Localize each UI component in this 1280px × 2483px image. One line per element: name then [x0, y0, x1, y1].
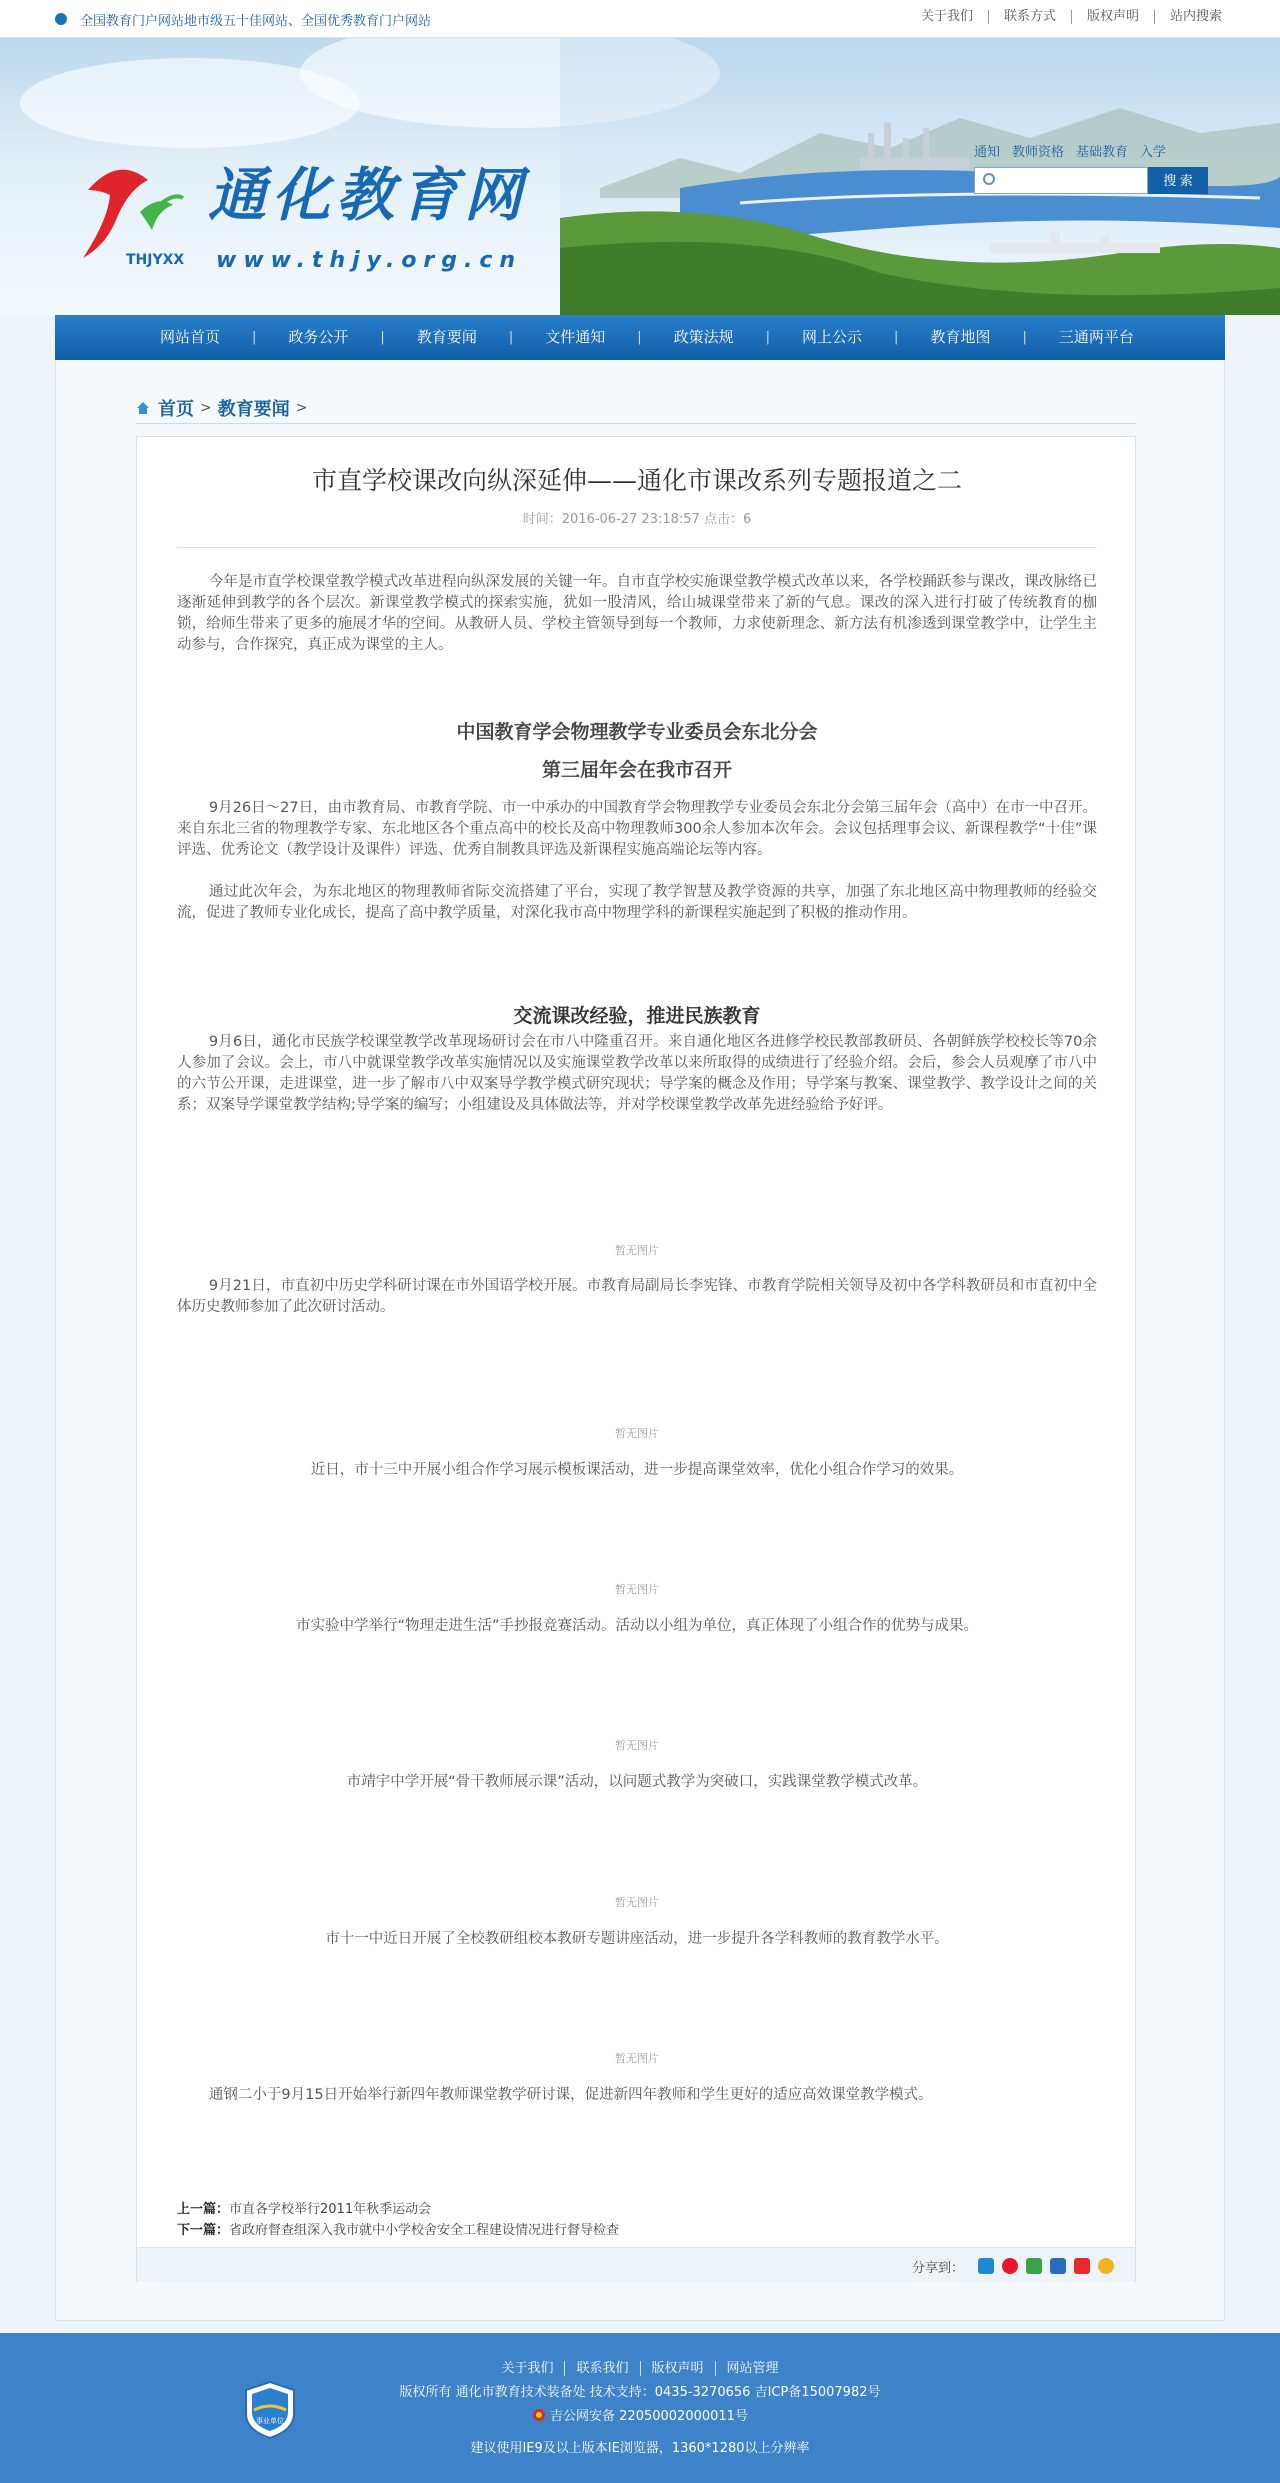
nav-separator: |	[894, 330, 899, 345]
nav-separator: |	[508, 330, 514, 345]
image-placeholder: 暂无图片	[615, 1896, 659, 1909]
article-intro: 今年是市直学校课堂教学模式改革进程向纵深发展的关键一年。自市直学校实施课堂教学模式改革以来，各学校踊跃参与课改，课改脉络已逐渐延伸到教学的各个层次。新课堂教学模式的探索实施，犹如一股清风，给山城课堂带来了新的气息。课改的深入进行打破了传统教育的枷锁，给师生带来了更多的施展才华的空间。从教研人员、学校主管领导到每一个教师，力求使新理念、新方法有机渗透到课堂教学中，让学生主动参与，合作探究，真正成为课堂的主人。	[177, 574, 1097, 653]
image-placeholder: 暂无图片	[615, 2052, 659, 2065]
breadcrumb-home[interactable]: 首页	[158, 399, 194, 420]
article-paragraph: 9月26日～27日，由市教育局、市教育学院、市一中承办的中国教育学会物理教学专业委员会东北分会第三届年会（高中）在市一中召开。来自东北三省的物理教学专家、东北地区各个重点高中的校长及高中物理教师300余人参加本次年会。会议包括理事会议、新课程教学“十佳”课评选、优秀论文（教学设计及课件）评选、优秀自制教具评选及新课程实施高端论坛等内容。	[177, 800, 1097, 858]
site-url: www.thjy.org.cn	[216, 248, 523, 273]
top-links	[906, 10, 1222, 24]
article-paragraph: 通过此次年会，为东北地区的物理教师省际交流搭建了平台，实现了教学智慧及教学资源的共享，加强了东北地区高中物理教师的经验交流，促进了教师专业化成长，提高了高中教学质量，对深化我市高中物理学科的新课程实施起到了积极的推动作用。	[177, 884, 1097, 921]
nav-item-government[interactable]: 政务公开	[288, 328, 349, 346]
share-bar	[137, 2247, 1135, 2282]
nav-separator: |	[765, 330, 771, 345]
article-meta: 时间：2016-06-27 23:18:57 点击：6	[522, 512, 752, 527]
header-banner	[0, 38, 1280, 315]
nav-item-policies[interactable]: 政策法规	[673, 328, 734, 346]
search-button[interactable]: 搜 索	[1148, 167, 1208, 194]
site-search-link[interactable]: 站内搜索	[1169, 9, 1222, 24]
nav-item-map[interactable]: 教育地图	[930, 328, 991, 346]
tencent-weibo-share-icon[interactable]	[1050, 2258, 1066, 2274]
footer-police-record	[0, 2405, 1280, 2424]
police-record-text[interactable]: 吉公网安备 22050002000011号	[550, 2409, 748, 2424]
speaker-icon	[55, 13, 67, 25]
share-icons	[978, 2258, 1114, 2274]
divider	[136, 423, 1136, 424]
next-article-link[interactable]: 省政府督查组深入我市就中小学校舍安全工程建设情况进行督导检查	[229, 2223, 620, 2238]
search-box	[974, 167, 1148, 194]
footer-browser-tip: 建议使用IE9及以上版本IE浏览器，1360*1280以上分辨率	[470, 2441, 810, 2456]
weibo-share-icon[interactable]	[1002, 2258, 1018, 2274]
nav-separator: |	[637, 330, 642, 345]
prev-label: 上一篇：	[177, 2202, 230, 2217]
more-share-icon[interactable]	[1098, 2258, 1114, 2274]
copyright-link[interactable]: 版权声明	[1072, 10, 1155, 24]
photo-caption: 市靖宇中学开展“骨干教师展示课”活动，以问题式教学为突破口，实践课堂教学模式改革。	[346, 1774, 928, 1790]
article-panel	[136, 436, 1136, 2282]
search-icon	[983, 173, 995, 185]
about-us-link[interactable]: 关于我们	[906, 10, 989, 24]
footer-link-contact[interactable]: 联系我们	[565, 2361, 640, 2376]
hotword-link[interactable]: 通知	[974, 145, 1001, 160]
article-paragraph: 9月6日，通化市民族学校课堂教学改革现场研讨会在市八中隆重召开。来自通化地区各进修学校民教部教研员、各朝鲜族学校校长等70余人参加了会议。会上，市八中就课堂教学改革实施情况以及实施课堂教学改革以来所取得的成绩进行了经验介绍。会后，参会人员观摩了市八中的六节公开课，走进课堂，进一步了解市八中双案导学教学模式研究现状；导学案的概念及作用；导学案与教案、课堂教学、教学设计之间的关系；双案导学课堂教学结构;导学案的编写；小组建设及具体做法等，并对学校课堂教学改革先进经验给予好评。	[177, 1034, 1097, 1113]
footer-link-admin[interactable]: 网站管理	[726, 2361, 779, 2376]
nav-separator: |	[252, 330, 257, 345]
footer-copyright: 版权所有 通化市教育技术装备处 技术支持：0435-3270656 吉ICP备15007982号	[399, 2385, 881, 2400]
nav-item-notices[interactable]: 文件通知	[545, 328, 606, 346]
photo-caption: 市十一中近日开展了全校教研组校本教研专题讲座活动，进一步提升各学科教师的教育教学水平。	[325, 1931, 949, 1947]
nav-item-news[interactable]: 教育要闻	[416, 328, 477, 346]
section-heading: 第三届年会在我市召开	[541, 759, 732, 781]
kaixin-share-icon[interactable]	[1074, 2258, 1090, 2274]
top-bar	[0, 0, 1280, 38]
main-nav	[55, 315, 1225, 360]
badge-text: 事业单位	[256, 2417, 284, 2425]
nav-item-platform[interactable]: 三通两平台	[1058, 328, 1134, 346]
hotword-link[interactable]: 基础教育	[1076, 145, 1129, 160]
contact-link[interactable]: 联系方式	[989, 10, 1072, 24]
image-placeholder: 暂无图片	[615, 1583, 659, 1596]
section-heading: 中国教育学会物理教学专业委员会东北分会	[456, 721, 818, 743]
logo-tag: THJYXX	[126, 252, 185, 268]
article-title: 市直学校课改向纵深延伸——通化市课改系列专题报道之二	[311, 466, 962, 495]
renren-share-icon[interactable]	[1026, 2258, 1042, 2274]
share-label: 分享到：	[912, 2261, 965, 2276]
photo-caption: 近日，市十三中开展小组合作学习展示模板课活动，进一步提高课堂效率，优化小组合作学习的效果。	[310, 1462, 964, 1478]
breadcrumb-separator: >	[295, 400, 308, 416]
image-placeholder: 暂无图片	[615, 1244, 659, 1257]
photo-caption: 市实验中学举行“物理走进生活”手抄报竞赛活动。活动以小组为单位，真正体现了小组合作的优势与成果。	[295, 1618, 979, 1634]
nav-separator: |	[1022, 330, 1027, 345]
footer-link-copyright[interactable]: 版权声明	[641, 2361, 716, 2376]
article-paragraph: 9月21日，市直初中历史学科研讨课在市外国语学校开展。市教育局副局长李宪锋、市教育学院相关领导及初中各学科教研员和市直初中全体历史教师参加了此次研讨活动。	[177, 1278, 1097, 1315]
image-placeholder: 暂无图片	[615, 1427, 659, 1440]
nav-separator: |	[380, 330, 385, 345]
breadcrumb	[136, 395, 313, 421]
search-input[interactable]	[1011, 169, 1141, 192]
site-slogan: 全国教育门户网站地市级五十佳网站、全国优秀教育门户网站	[80, 14, 432, 29]
footer	[0, 2333, 1280, 2483]
breadcrumb-current[interactable]: 教育要闻	[217, 399, 290, 420]
nav-item-home[interactable]: 网站首页	[160, 328, 221, 346]
next-label: 下一篇：	[177, 2223, 230, 2238]
hot-keywords	[974, 141, 1166, 160]
footer-links	[0, 2357, 1280, 2376]
divider	[177, 547, 1097, 548]
photo-caption: 通钢二小于9月15日开始举行新四年教师课堂教学研讨课，促进新四年教师和学生更好的适应高效课堂教学模式。	[208, 2087, 933, 2103]
content-wrapper	[55, 360, 1225, 2321]
prev-next-links	[177, 2199, 619, 2241]
section-heading: 交流课改经验，推进民族教育	[513, 1005, 761, 1027]
hotword-link[interactable]: 入学	[1140, 145, 1167, 160]
prev-article-link[interactable]: 市直各学校举行2011年秋季运动会	[229, 2202, 432, 2217]
breadcrumb-separator: >	[200, 400, 212, 416]
site-title: 通化教育网	[208, 161, 529, 229]
home-icon	[136, 401, 150, 415]
footer-link-about[interactable]: 关于我们	[490, 2361, 565, 2376]
police-emblem-icon	[532, 2408, 546, 2422]
nav-item-publicity[interactable]: 网上公示	[802, 328, 863, 346]
qzone-share-icon[interactable]	[978, 2258, 994, 2274]
image-placeholder: 暂无图片	[615, 1739, 659, 1752]
hotword-link[interactable]: 教师资格	[1012, 145, 1065, 160]
